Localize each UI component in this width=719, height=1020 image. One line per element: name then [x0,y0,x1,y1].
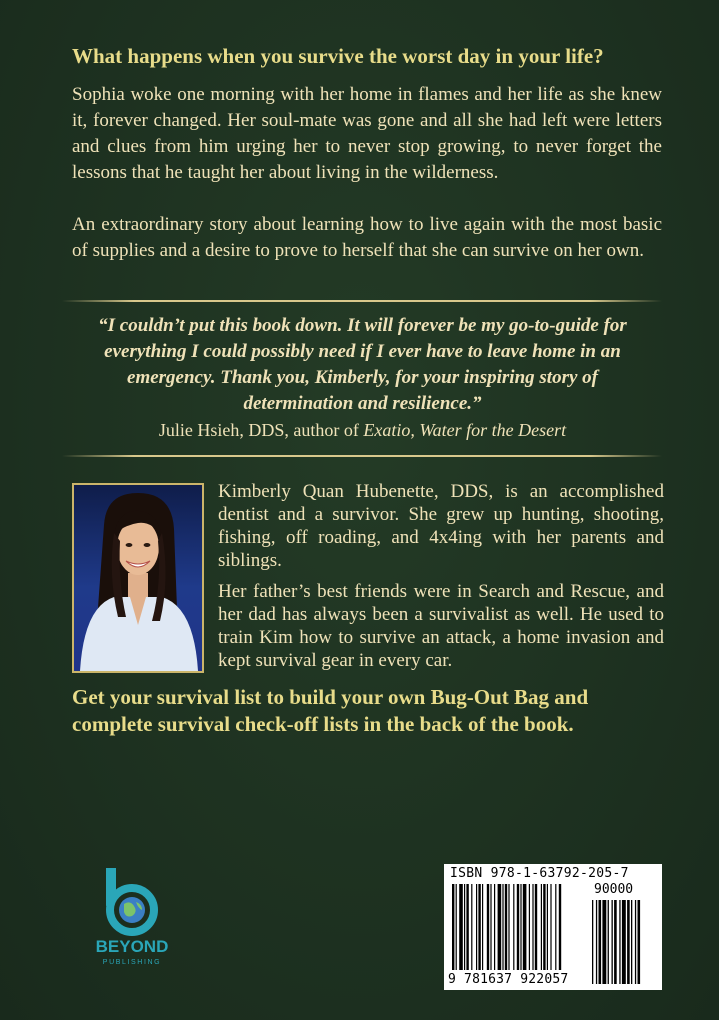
barcode-bar [532,884,533,970]
barcode-bar [555,884,556,970]
headline: What happens when you survive the worst day in your life? [72,44,604,68]
testimonial-book-title: Exatio, Water for the Desert [363,420,567,440]
addon-bar [602,900,606,984]
author-photo [72,483,204,673]
testimonial-quote: “I couldn’t put this book down. It will forever be my go-to-guide for everything I could possibly need if I ever have to leave home in an emergency. Thank you, Kimberly, for your inspiring story of determination and resilience.” [98,315,627,414]
barcode-bar [478,884,480,970]
barcode-bar [513,884,514,970]
barcode-bar [520,884,521,970]
addon-bar [614,900,617,984]
addon-bar [612,900,613,984]
addon-bar [592,900,593,984]
barcode-bar [502,884,503,970]
publisher-tagline: PUBLISHING [102,959,162,966]
barcode-bar [543,884,545,970]
testimonial-attribution [80,420,645,441]
synopsis-paragraph-2: An extraordinary story about learning how to live again with the most basic of supplies and a desire to prove to herself that she can survive on her own. [72,214,662,261]
beyond-publishing-logo-icon [80,866,184,970]
ean-digits: 9 781637 922057 [448,972,569,987]
barcode-bar [471,884,472,970]
barcode-bar [508,884,509,970]
barcode-bar [541,884,542,970]
publisher-logo [80,866,184,970]
addon-bar [596,900,597,984]
barcode-bar [494,884,495,970]
barcode-bar [490,884,491,970]
divider-bottom [62,455,662,457]
barcode-bar [547,884,548,970]
isbn-barcode [444,864,662,990]
barcode-bar [459,884,463,970]
barcode-bar [523,884,527,970]
barcode-bar [529,884,530,970]
barcode-bar [550,884,551,970]
testimonial-author: Julie Hsieh, DDS, author of [158,420,364,440]
barcode-bar [487,884,489,970]
author-portrait-illustration [74,485,202,671]
call-to-action: Get your survival list to build your own Bug-Out Bag and complete survival check-off lists in the back of the book. [72,685,589,736]
barcode-bar [466,884,468,970]
addon-bar [635,900,636,984]
addon-bar [622,900,626,984]
author-bio-paragraph-1: Kimberly Quan Hubenette, DDS, is an accomplished dentist and a survivor. She grew up hunting, shooting, fishing, off roading, and 4x4ing with her parents and siblings. [218,481,664,571]
addon-bar [599,900,602,984]
addon-bar [638,900,641,984]
addon-bar [619,900,620,984]
barcode-bar [517,884,519,970]
barcode-bar [482,884,483,970]
isbn-number: ISBN 978-1-63792-205-7 [450,866,629,881]
synopsis-paragraph-1: Sophia woke one morning with her home in flames and her life as she knew it, forever changed. Her soul-mate was gone and all she had left were letters and clues from him urging her to never stop growing, to never forget the lessons that he taught her about living in the wilderness. [72,84,662,183]
barcode-bar [452,884,454,970]
divider-top [62,300,662,302]
addon-bar [627,900,630,984]
barcode-bar [535,884,537,970]
barcode-bar [559,884,561,970]
addon-bar [608,900,609,984]
addon-bar [631,900,632,984]
publisher-name: BEYOND [95,937,169,956]
price-addon-code: 90000 [594,882,634,897]
author-bio-paragraph-2: Her father’s best friends were in Search and Rescue, and her dad has always been a survivalist as well. He used to train Kim how to survive an attack, a home invasion and kept survival gear in every car. [218,581,664,671]
barcode-bar [498,884,502,970]
barcode-bar [476,884,477,970]
barcode-bar [505,884,507,970]
barcode-bar [456,884,457,970]
barcode-bar [464,884,465,970]
